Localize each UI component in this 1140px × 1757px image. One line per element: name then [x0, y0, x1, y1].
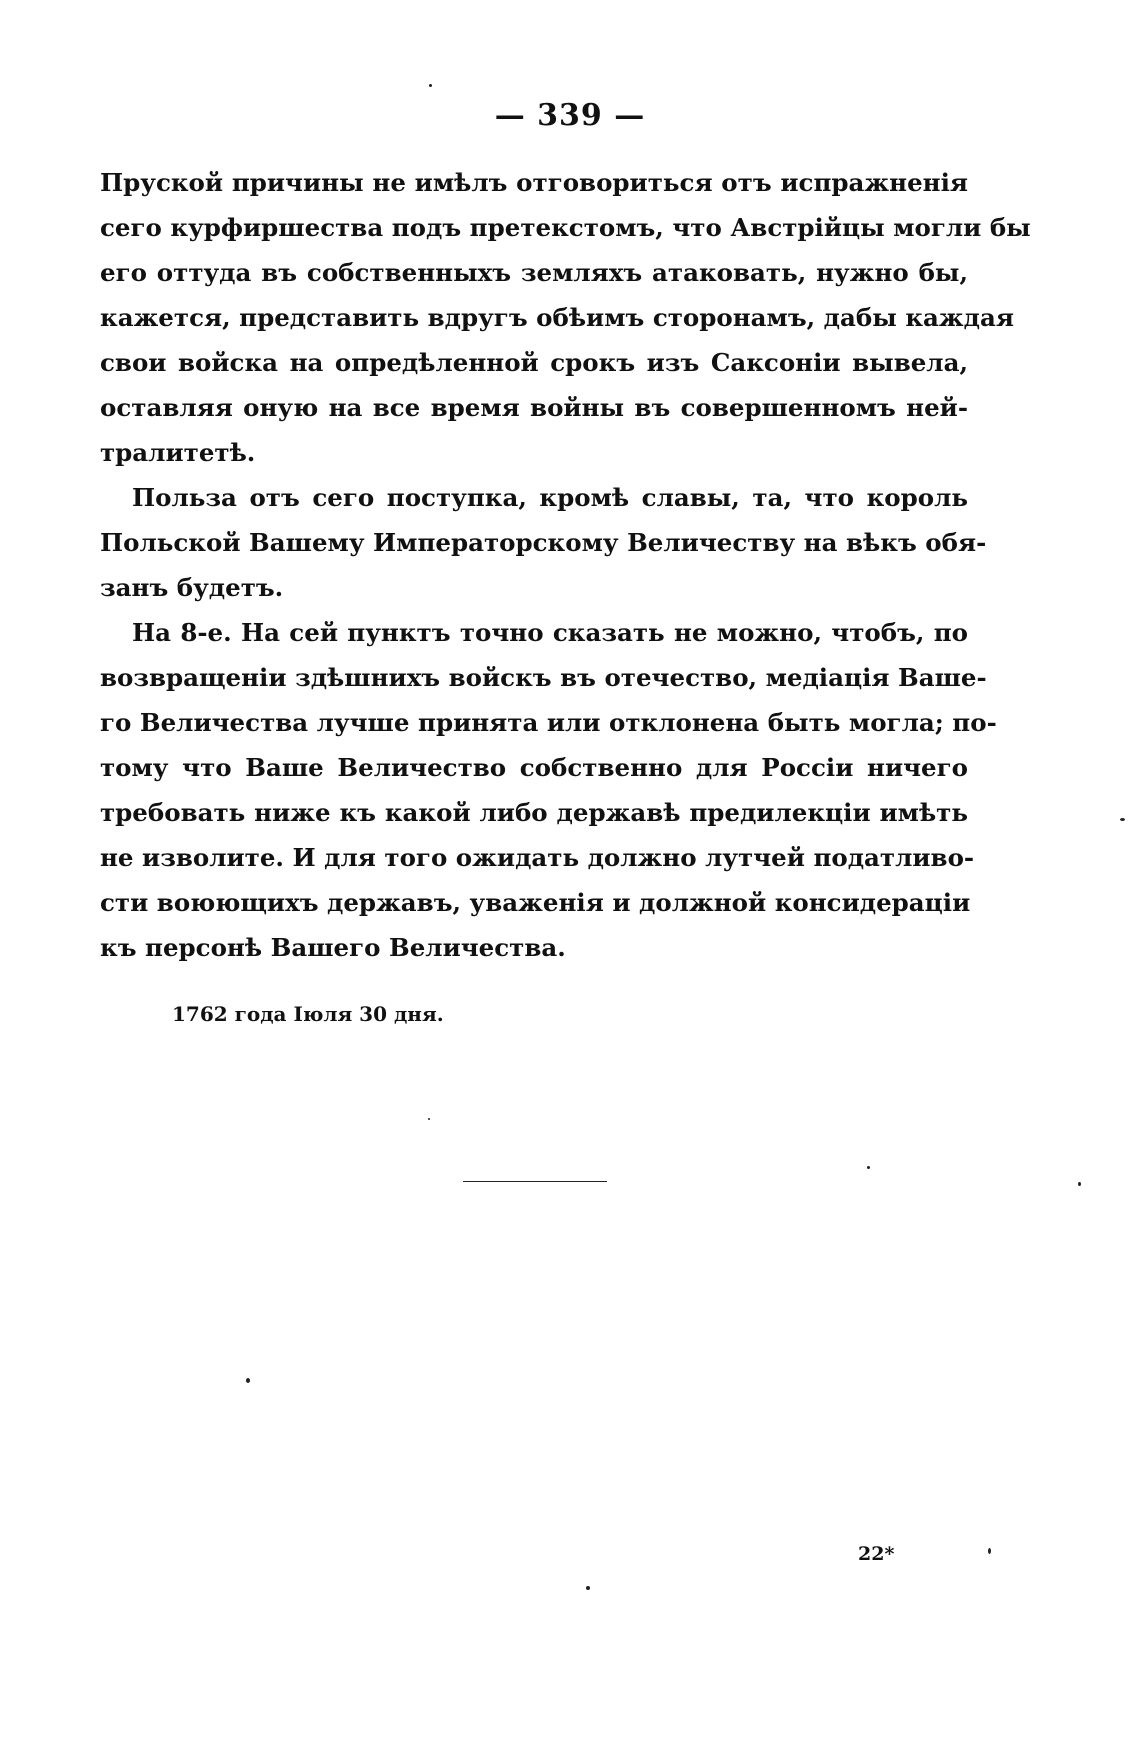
- text-line: къ персонѣ Вашего Величества.: [100, 933, 566, 962]
- text-line: Польской Вашему Императорскому Величеству на вѣкъ обя-: [100, 528, 987, 557]
- paragraph-3: [100, 610, 997, 970]
- text-line: требовать ниже къ какой либо державѣ предилекціи имѣть: [100, 798, 968, 827]
- text-line: свои войска на опредѣленной срокъ изъ Саксоніи вывела,: [100, 348, 968, 377]
- dateline: 1762 года Іюля 30 дня.: [172, 1002, 444, 1026]
- text-line: Пруской причины не имѣлъ отговориться отъ испражненія: [100, 168, 968, 197]
- text-line: его оттуда въ собственныхъ земляхъ атаковать, нужно бы,: [100, 258, 968, 287]
- text-line: кажется, представить вдругъ обѣимъ сторонамъ, дабы каждая: [100, 303, 1014, 332]
- scan-speck: [988, 1548, 991, 1554]
- page-number: — 339 —: [494, 98, 646, 133]
- text-line: занъ будетъ.: [100, 573, 284, 602]
- text-line: го Величества лучше принята или отклонена быть могла; по-: [100, 708, 997, 737]
- text-line: сти воюющихъ державъ, уваженія и должной консидераціи: [100, 888, 971, 917]
- scan-speck: [586, 1586, 590, 1590]
- paragraph-2: [100, 475, 987, 610]
- scan-speck: [429, 84, 432, 87]
- text-line: возвращеніи здѣшнихъ войскъ въ отечество, медіація Ваше-: [100, 663, 987, 692]
- text-line: сего курфиршества подъ претекстомъ, что Австрійцы могли бы: [100, 213, 1031, 242]
- body-text: [100, 160, 1031, 970]
- text-line: тому что Ваше Величество собственно для Россіи ничего: [100, 753, 968, 782]
- scan-speck: [867, 1166, 870, 1169]
- text-line: не изволите. И для того ожидать должно лутчей податливо-: [100, 843, 975, 872]
- text-line: На 8-е. На сей пунктъ точно сказать не можно, чтобъ, по: [132, 618, 968, 647]
- text-line: тралитетѣ.: [100, 438, 256, 467]
- scan-speck: [1078, 1182, 1081, 1186]
- paragraph-1: [100, 160, 1031, 475]
- signature-mark: 22*: [858, 1543, 895, 1565]
- text-line: оставляя оную на все время войны въ совершенномъ ней-: [100, 393, 968, 422]
- scan-speck: [1120, 818, 1125, 821]
- closing-rule: [463, 1181, 607, 1182]
- scan-speck: [246, 1378, 250, 1383]
- text-line: Польза отъ сего поступка, кромѣ славы, та, что король: [132, 483, 968, 512]
- scan-speck: [428, 1118, 430, 1120]
